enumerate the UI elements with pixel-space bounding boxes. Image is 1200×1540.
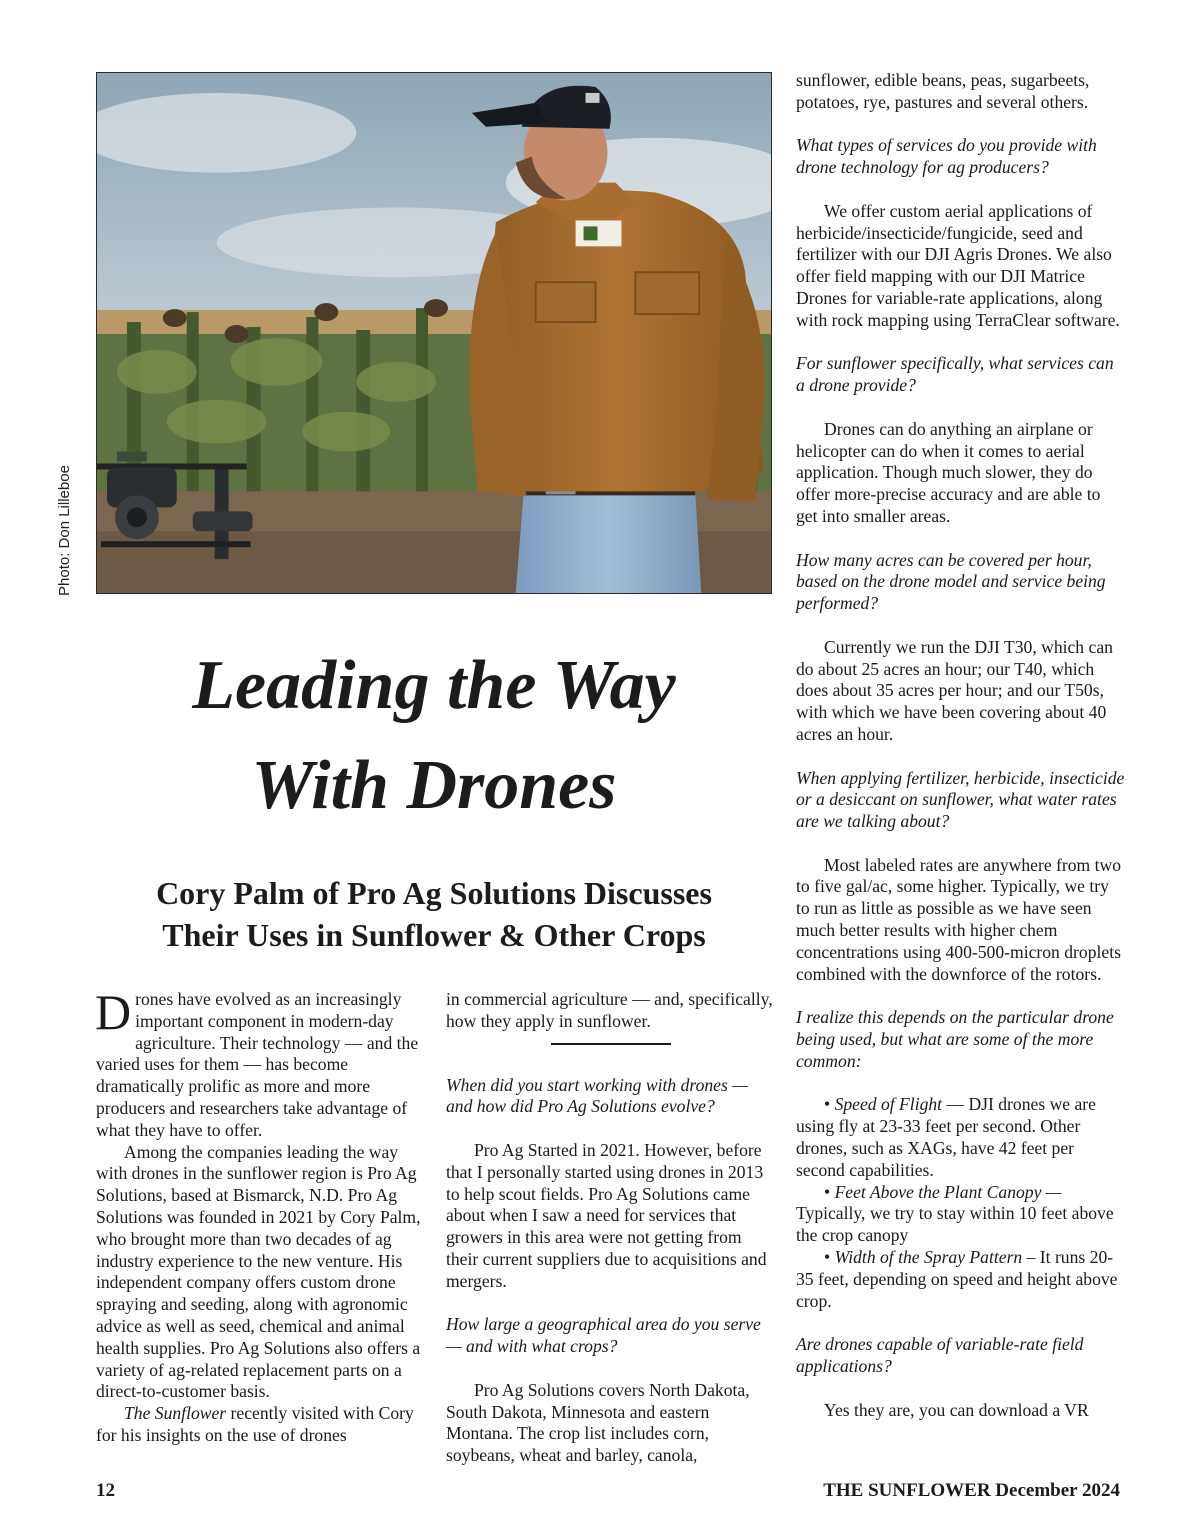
- question: How large a geographical area do you serve — and with what crops?: [446, 1314, 761, 1357]
- question: When did you start working with drones — and how did Pro Ag Solutions evolve?: [446, 1074, 748, 1117]
- publication-name: The Sunflower: [124, 1403, 227, 1424]
- question: What types of services do you provide with drone technology for ag producers?: [796, 135, 1097, 178]
- title-line: Leading the Way: [192, 647, 676, 724]
- body-paragraph: sunflower, edible beans, peas, sugarbeets, potatoes, rye, pastures and several others.: [796, 70, 1090, 112]
- answer: Yes they are, you can download a VR: [824, 1399, 1089, 1420]
- answer: Pro Ag Started in 2021. However, before that I personally started using drones in 2013 to help scout fields. Pro Ag Solutions came about when I saw a need for services that growers in this area were not getting from their current suppliers due to acquisitions and mergers.: [446, 1139, 767, 1291]
- publication-footer: THE SUNFLOWER December 2024: [823, 1480, 1120, 1501]
- drop-cap: D: [95, 984, 132, 1040]
- bullet-text: — DJI drones we are using fly at 23-33 feet per second. Other drones, such as XAGs, have 42 feet per second capabilities.: [796, 1094, 1096, 1180]
- question: For sunflower specifically, what services can a drone provide?: [796, 353, 1114, 396]
- body-column-2: [446, 989, 776, 1467]
- article-title: [96, 636, 772, 836]
- question: I realize this depends on the particular drone being used, but what are some of the more common:: [796, 1007, 1114, 1071]
- bullet-text: Typically, we try to stay within 10 feet above the crop canopy: [796, 1203, 1114, 1246]
- intro-paragraph: [95, 984, 430, 1142]
- bullet-label: Width of the Spray Pattern –: [834, 1247, 1036, 1268]
- subtitle-line: Their Uses in Sunflower & Other Crops: [162, 917, 706, 953]
- bullet-text: It runs 20-35 feet, depending on speed and height above crop.: [796, 1247, 1118, 1311]
- intro-text: rones have evolved as an increasingly important component in modern-day agriculture. Their technology — and the varied uses for them — has become dramatically prolific as more and more producers and researchers take advantage of what they have to offer.: [96, 989, 419, 1140]
- body-column-1: [95, 984, 430, 1447]
- question: How many acres can be covered per hour, based on the drone model and service being performed?: [796, 549, 1106, 614]
- body-text: recently visited with Cory for his insights on the use of drones: [96, 1403, 414, 1445]
- answer: Most labeled rates are anywhere from two to five gal/ac, some higher. Typically, we try to run as little as possible as we have seen much better results with higher chem concentrations using 400-500-micron droplets combined with the downforce of the rotors.: [796, 854, 1122, 984]
- bullet-label: Feet Above the Plant Canopy —: [834, 1181, 1062, 1202]
- subtitle-line: Cory Palm of Pro Ag Solutions Discusses: [156, 875, 712, 911]
- answer: Pro Ag Solutions covers North Dakota, South Dakota, Minnesota and eastern Montana. The crop list includes corn, soybeans, wheat and barley, canola,: [446, 1379, 750, 1466]
- bullet-item: • Width of the Spray Pattern – It runs 20-35 feet, depending on speed and height above crop.: [796, 1247, 1118, 1311]
- bullet-item: • Feet Above the Plant Canopy — Typically, we try to stay within 10 feet above the crop canopy: [796, 1181, 1114, 1246]
- article-photo: [96, 72, 772, 594]
- answer: Currently we run the DJI T30, which can do about 25 acres an hour; our T40, which does about 35 acres per hour; and our T50s, with which we have been covering about 40 acres an hour.: [796, 636, 1113, 744]
- page-number: 12: [96, 1480, 115, 1501]
- bullet-item: • Speed of Flight — DJI drones we are using fly at 23-33 feet per second. Other drones, such as XAGs, have 42 feet per second capabilities.: [796, 1094, 1096, 1180]
- photo-illustration: [97, 73, 771, 593]
- article-subtitle: [96, 872, 772, 956]
- body-column-3: [796, 70, 1126, 1421]
- title-line: With Drones: [251, 747, 617, 824]
- bullet-label: Speed of Flight: [834, 1094, 943, 1115]
- answer: We offer custom aerial applications of herbicide/insecticide/fungicide, seed and fertilizer with our DJI Agris Drones. We also offer field mapping with our DJI Matrice Drones for variable-rate applications, along with rock mapping using TerraClear software.: [796, 200, 1120, 330]
- body-paragraph: in commercial agriculture — and, specifically, how they apply in sunflower.: [446, 989, 773, 1031]
- question: When applying fertilizer, herbicide, insecticide or a desiccant on sunflower, what water rates are we talking about?: [796, 767, 1125, 832]
- body-paragraph: Among the companies leading the way with drones in the sunflower region is Pro Ag Solutions, based at Bismarck, N.D. Pro Ag Solutions was founded in 2021 by Cory Palm, who brought more than two decades of ag industry experience to the new venture. His independent company offers custom drone spraying and seeding, along with agronomic advice as well as seed, chemical and animal health supplies. Pro Ag Solutions also offers a variety of ag-related replacement parts on a direct-to-customer basis.: [96, 1141, 421, 1402]
- question: Are drones capable of variable-rate field applications?: [796, 1334, 1084, 1377]
- body-paragraph: [96, 1403, 430, 1447]
- photo-credit: Photo: Don Lilleboe: [56, 465, 73, 596]
- answer: Drones can do anything an airplane or helicopter can do when it comes to aerial application. Though much slower, they do offer more-precise accuracy and are able to get into smaller areas.: [796, 418, 1101, 526]
